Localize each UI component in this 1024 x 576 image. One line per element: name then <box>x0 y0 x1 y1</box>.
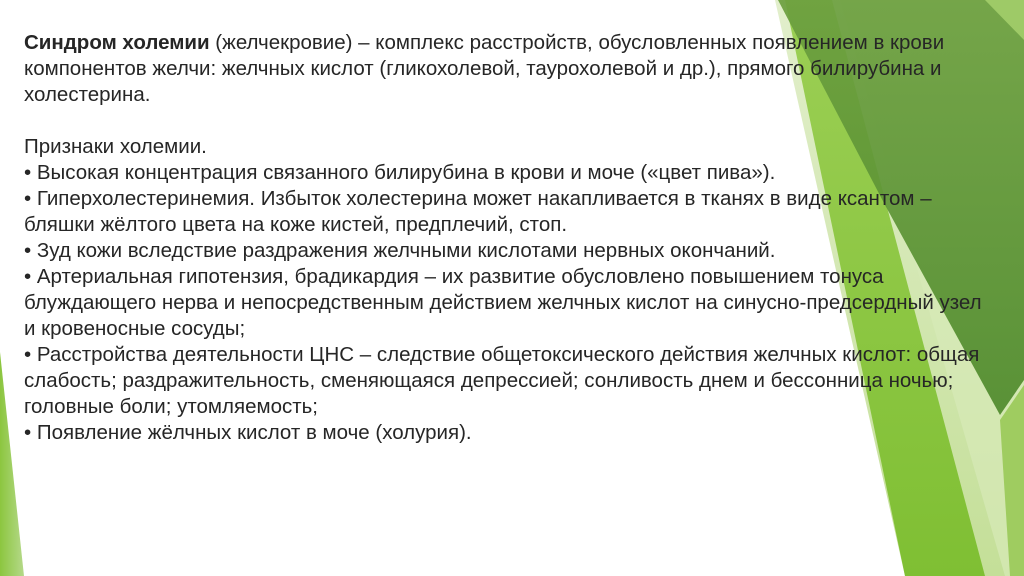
spacer <box>24 108 984 134</box>
sign-item-4: • Артериальная гипотензия, брадикардия – их развитие обусловлено повышением тонуса блуждающего нерва и непосредственным действием желчных кислот на синусно-предсердный узел и кровеносные сосуды; <box>24 265 982 340</box>
sign-item-3: • Зуд кожи вследствие раздражения желчными кислотами нервных окончаний. <box>24 239 776 262</box>
slide-content <box>24 30 984 446</box>
sign-item-2: • Гиперхолестеринемия. Избыток холестерина может накапливается в тканях в виде ксантом – бляшки жёлтого цвета на коже кистей, предплечий, стоп. <box>24 187 932 236</box>
definition-term: Синдром холемии <box>24 31 210 54</box>
signs-heading: Признаки холемии. <box>24 135 207 158</box>
sign-item-1: • Высокая концентрация связанного билирубина в крови и моче («цвет пива»). <box>24 161 776 184</box>
sign-item-6: • Появление жёлчных кислот в моче (холурия). <box>24 421 472 444</box>
facet-left-sliver <box>0 352 24 576</box>
definition-text: (желчекровие) – комплекс расстройств, обусловленных появлением в крови компонентов желчи: желчных кислот (гликохолевой, таурохолевой и др.), прямого билирубина и холестерина. <box>24 31 945 106</box>
sign-item-5: • Расстройства деятельности ЦНС – следствие общетоксического действия желчных кислот: общая слабость; раздражительность, сменяющаяся депрессией; сонливость днем и бессонница ночью; головные боли; утомляемость; <box>24 343 980 418</box>
definition-paragraph <box>24 30 984 108</box>
